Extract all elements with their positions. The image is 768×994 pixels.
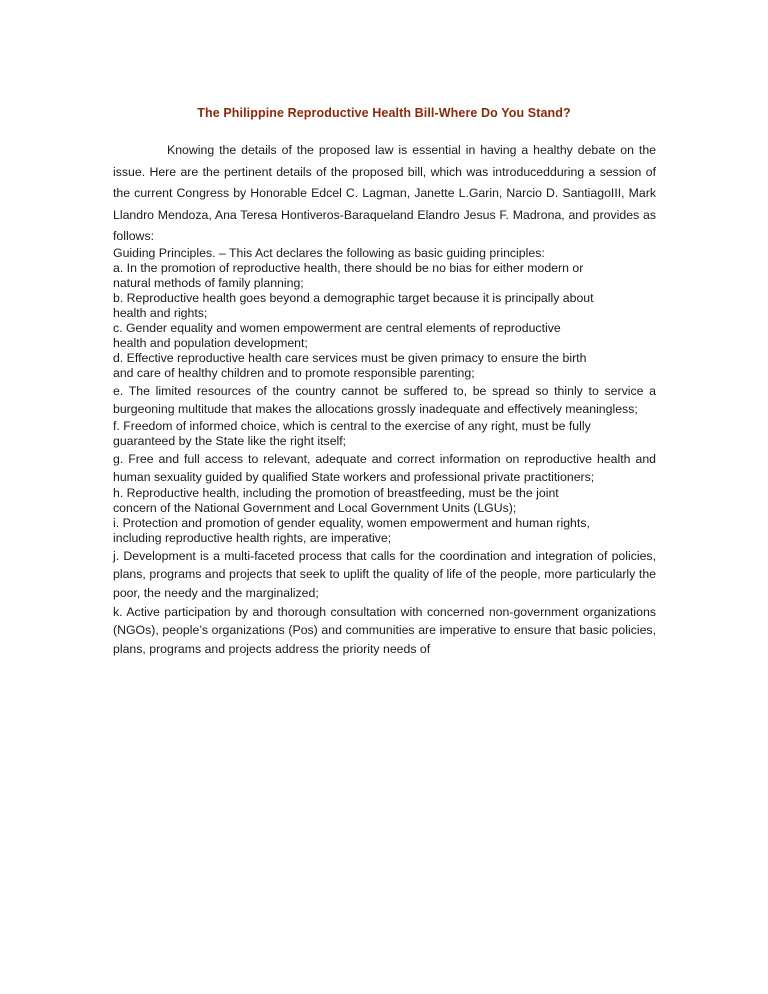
principle-f-line1: f. Freedom of informed choice, which is central to the exercise of any right, must be fully bbox=[113, 418, 591, 433]
principle-h bbox=[113, 486, 656, 516]
document-title: The Philippine Reproductive Health Bill-Where Do You Stand? bbox=[197, 106, 571, 120]
principle-a-line2: natural methods of family planning; bbox=[113, 276, 304, 290]
principle-i bbox=[113, 516, 656, 546]
principle-a-line1: a. In the promotion of reproductive health, there should be no bias for either modern or bbox=[113, 261, 584, 275]
principle-a bbox=[113, 261, 656, 291]
principle-g: g. Free and full access to relevant, adequate and correct information on reproductive health and human sexuality guided by qualified State workers and professional private practitioners; bbox=[113, 451, 656, 484]
principle-d bbox=[113, 351, 656, 381]
principle-f bbox=[113, 419, 656, 449]
principle-d-line2: and care of healthy children and to promote responsible parenting; bbox=[113, 366, 475, 380]
principle-f-line2: guaranteed by the State like the right itself; bbox=[113, 433, 347, 448]
principle-c bbox=[113, 321, 656, 351]
principle-i-line2: including reproductive health rights, are imperative; bbox=[113, 531, 392, 546]
principles-heading: Guiding Principles. – This Act declares the following as basic guiding principles: bbox=[113, 246, 545, 260]
principle-b-line2: health and rights; bbox=[113, 306, 208, 320]
principle-h-line1: h. Reproductive health, including the promotion of breastfeeding, must be the joint bbox=[113, 486, 559, 501]
principle-i-line1: i. Protection and promotion of gender equality, women empowerment and human rights, bbox=[113, 516, 590, 531]
principle-k: k. Active participation by and thorough consultation with concerned non-government organizations (NGOs), people’s organizations (Pos) and communities are imperative to ensure that basic policies, plans, programs and projects address the priority needs of bbox=[113, 605, 656, 656]
intro-paragraph: Knowing the details of the proposed law is essential in having a healthy debate on the issue. Here are the pertinent details of the proposed bill, which was introducedduring a session of the current Congress by Honorable Edcel C. Lagman, Janette L.Garin, Narcio D. SantiagoIII, Mark Llandro Mendoza, Ana Teresa Hontiveros-Baraqueland Elandro Jesus F. Madrona, and provides as follows: bbox=[113, 143, 656, 243]
principle-d-line1: d. Effective reproductive health care services must be given primacy to ensure the birth bbox=[113, 351, 587, 365]
principle-b bbox=[113, 291, 656, 321]
principle-c-line2: health and population development; bbox=[113, 336, 308, 350]
guiding-principles-section bbox=[113, 246, 656, 658]
principle-e: e. The limited resources of the country cannot be suffered to, be spread so thinly to service a burgeoning multitude that makes the allocations grossly inadequate and effectively meaningless; bbox=[113, 384, 656, 417]
principle-j: j. Development is a multi-faceted process that calls for the coordination and integration of policies, plans, programs and projects that seek to uplift the quality of life of the people, more particularly the poor, the needy and the marginalized; bbox=[113, 549, 656, 600]
principle-h-line2: concern of the National Government and Local Government Units (LGUs); bbox=[113, 501, 517, 516]
principle-c-line1: c. Gender equality and women empowerment are central elements of reproductive bbox=[113, 321, 561, 335]
principle-b-line1: b. Reproductive health goes beyond a demographic target because it is principally about bbox=[113, 291, 594, 305]
